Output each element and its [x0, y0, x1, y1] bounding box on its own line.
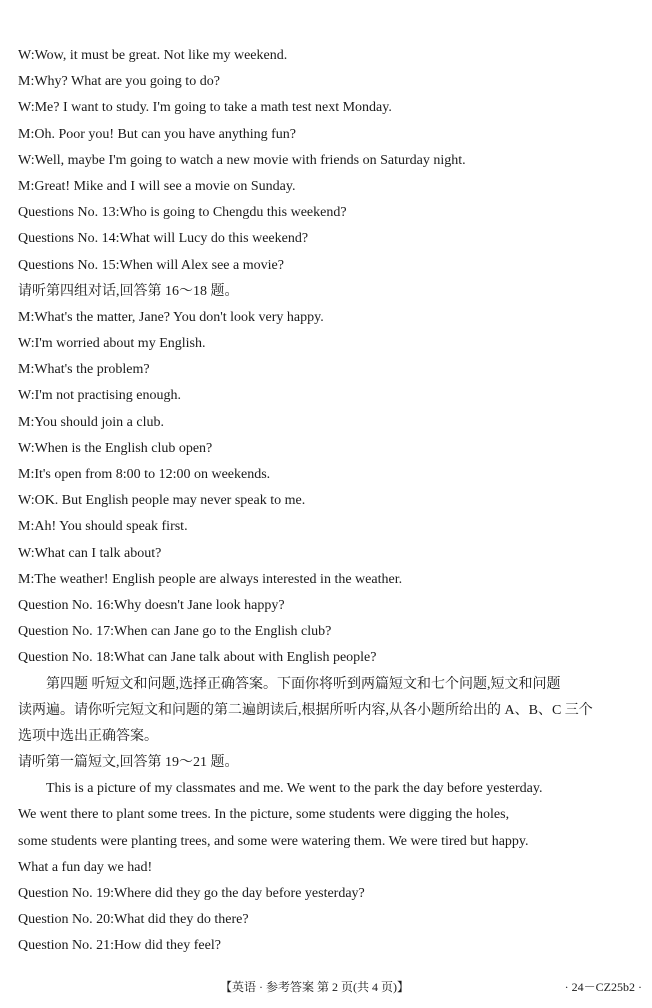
- document-body: [18, 43, 638, 960]
- dialogue-line: W:I'm worried about my English.: [18, 336, 206, 352]
- section-text: 读两遍。请你听完短文和问题的第二遍朗读后,根据所听内容,从各小题所给出的 A、B、C 三个: [18, 702, 593, 718]
- dialogue-line: M:Why? What are you going to do?: [18, 74, 220, 90]
- passage-line: What a fun day we had!: [18, 859, 153, 875]
- dialogue-line: W:Well, maybe I'm going to watch a new movie with friends on Saturday night.: [18, 152, 466, 168]
- question-line: Question No. 18:What can Jane talk about with English people?: [18, 650, 377, 666]
- dialogue-line: M:It's open from 8:00 to 12:00 on weekends.: [18, 467, 271, 482]
- question-line: Questions No. 14:What will Lucy do this weekend?: [18, 231, 309, 247]
- dialogue-line: W:I'm not practising enough.: [18, 388, 181, 404]
- instruction-line: 请听第一篇短文,回答第 19～21 题。: [18, 755, 239, 771]
- question-line: Questions No. 15:When will Alex see a movie?: [18, 257, 284, 273]
- question-line: Question No. 17:When can Jane go to the English club?: [18, 624, 332, 640]
- question-line: Questions No. 13:Who is going to Chengdu this weekend?: [18, 205, 347, 221]
- dialogue-line: W:What can I talk about?: [18, 545, 162, 561]
- dialogue-line: M:Great! Mike and I will see a movie on Sunday.: [18, 178, 296, 194]
- passage-line: This is a picture of my classmates and me. We went to the park the day before yesterday.: [46, 781, 543, 797]
- dialogue-line: W:Wow, it must be great. Not like my weekend.: [18, 48, 288, 63]
- question-line: Question No. 16:Why doesn't Jane look happy?: [18, 597, 285, 613]
- dialogue-line: M:What's the problem?: [18, 362, 150, 378]
- dialogue-line: W:When is the English club open?: [18, 440, 213, 456]
- instruction-line: 请听第四组对话,回答第 16～18 题。: [18, 283, 239, 299]
- footer-page-info: 【英语 · 参考答案 第 2 页(共 4 页)】: [220, 980, 409, 994]
- section-heading: 第四题 听短文和问题,选择正确答案。下面你将听到两篇短文和七个问题,短文和问题: [46, 676, 561, 692]
- dialogue-line: W:Me? I want to study. I'm going to take a math test next Monday.: [18, 100, 392, 116]
- question-line: Question No. 20:What did they do there?: [18, 912, 249, 928]
- dialogue-line: M:The weather! English people are always interested in the weather.: [18, 571, 403, 587]
- dialogue-line: W:OK. But English people may never speak to me.: [18, 493, 306, 509]
- passage-line: We went there to plant some trees. In the picture, some students were digging the holes,: [18, 807, 510, 823]
- passage-line: some students were planting trees, and some were watering them. We were tired but happy.: [18, 833, 529, 849]
- dialogue-line: M:What's the matter, Jane? You don't look very happy.: [18, 309, 324, 325]
- page-footer: [0, 976, 652, 998]
- dialogue-line: M:Ah! You should speak first.: [18, 519, 188, 535]
- section-text: 选项中选出正确答案。: [18, 728, 158, 744]
- question-line: Question No. 19:Where did they go the day before yesterday?: [18, 886, 365, 901]
- dialogue-line: M:You should join a club.: [18, 414, 164, 430]
- dialogue-line: M:Oh. Poor you! But can you have anything fun?: [18, 126, 297, 142]
- footer-code: · 24－CZ25b2 ·: [564, 980, 642, 994]
- question-line: Question No. 21:How did they feel?: [18, 938, 221, 954]
